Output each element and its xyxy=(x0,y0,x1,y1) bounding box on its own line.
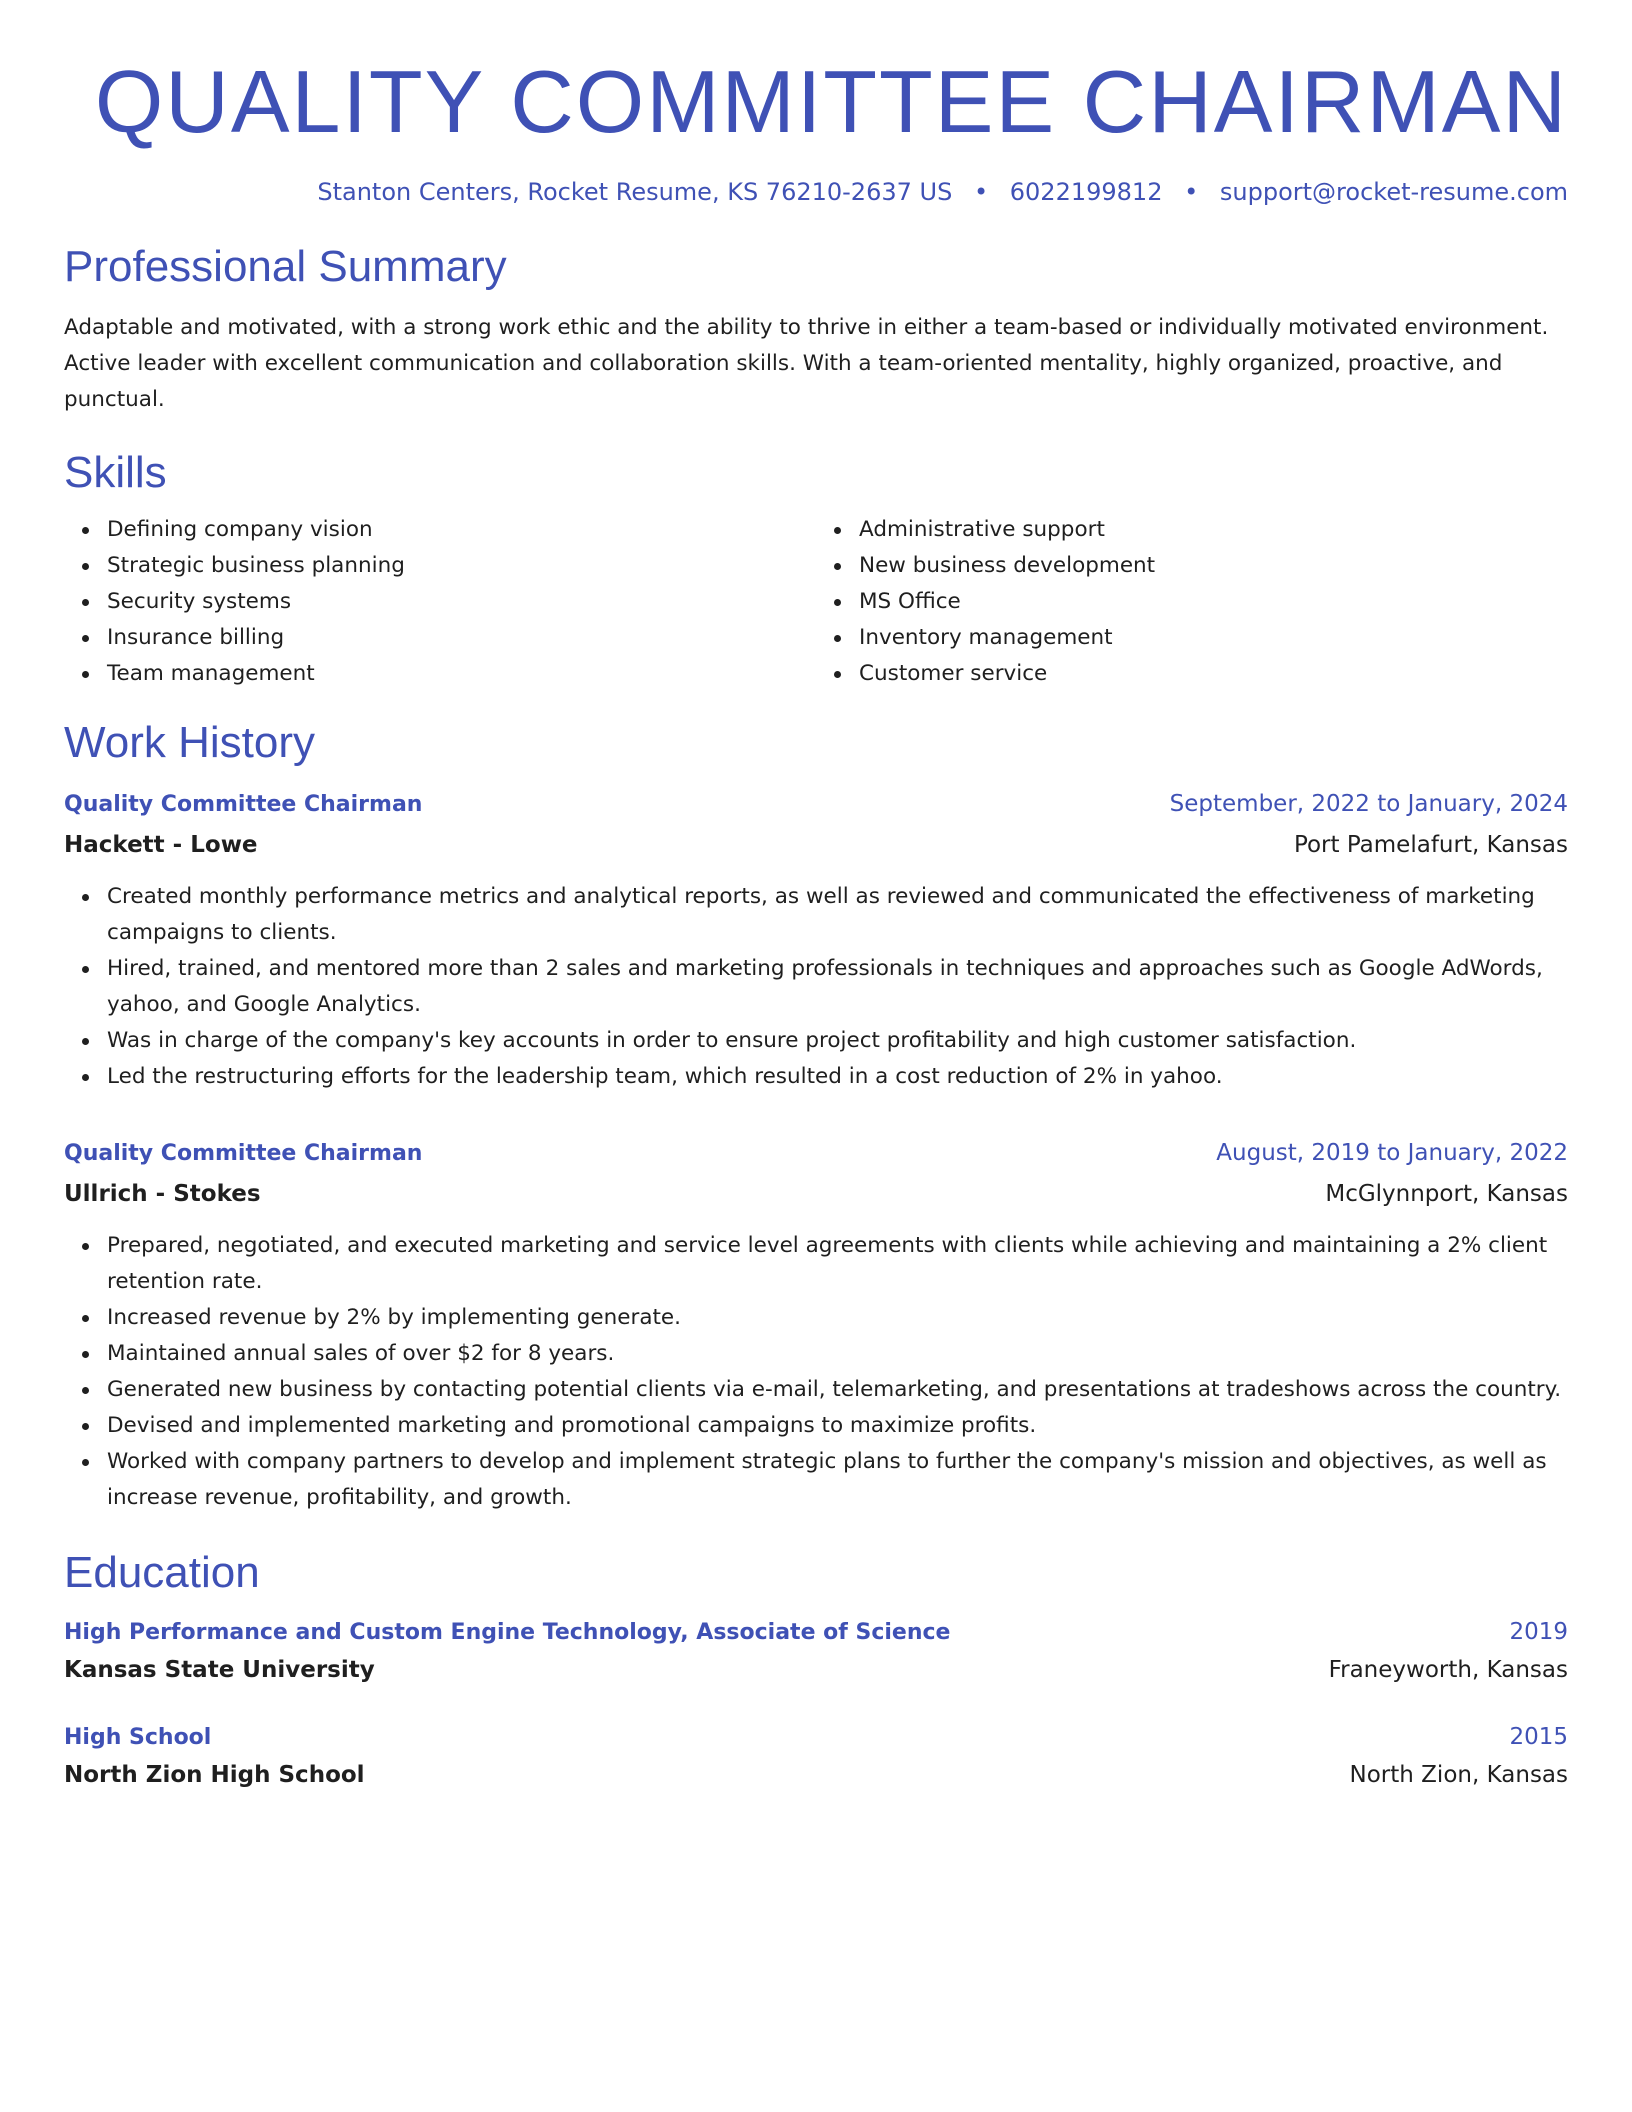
skill-label: New business development xyxy=(859,553,1156,578)
job-company: Ullrich - Stokes xyxy=(64,1181,261,1207)
job-company: Hackett - Lowe xyxy=(64,832,258,858)
job-bullets xyxy=(64,1228,1568,1516)
skill-label: Insurance billing xyxy=(107,625,285,650)
education-entry xyxy=(64,1614,1568,1689)
skill-label: Team management xyxy=(107,661,315,686)
resume-title: QUALITY COMMITTEE CHAIRMAN xyxy=(94,52,1568,151)
contact-email: support@rocket-resume.com xyxy=(1219,178,1568,206)
skill-item xyxy=(107,620,816,656)
job-bullet xyxy=(107,1300,1568,1336)
education-school: Kansas State University xyxy=(64,1657,375,1683)
bullet-icon xyxy=(834,671,841,678)
job-bullets xyxy=(64,879,1568,1095)
job-company-row xyxy=(64,825,1568,865)
education-degree: High School xyxy=(64,1725,212,1750)
job-bullet-text: Prepared, negotiated, and executed marketing and service level agreements with clients while achieving and maintaining a 2% client retention rate. xyxy=(107,1233,1548,1294)
job-bullet-text: Led the restructuring efforts for the leadership team, which resulted in a cost reduction of 2% in yahoo. xyxy=(107,1064,1223,1089)
bullet-icon xyxy=(834,527,841,534)
bullet-icon xyxy=(82,1423,89,1430)
bullet-icon xyxy=(82,1387,89,1394)
job-location: McGlynnport, Kansas xyxy=(1325,1181,1568,1207)
skill-item xyxy=(859,620,1568,656)
job-dates: August, 2019 to January, 2022 xyxy=(1216,1140,1568,1166)
skill-item xyxy=(859,548,1568,584)
contact-separator: • xyxy=(1184,178,1199,206)
bullet-icon xyxy=(82,894,89,901)
job-entry xyxy=(64,784,1568,1095)
summary-heading: Professional Summary xyxy=(64,242,507,291)
skill-item xyxy=(859,656,1568,692)
contact-separator: • xyxy=(973,178,989,206)
education-school-row xyxy=(64,1651,1568,1689)
skill-label: Administrative support xyxy=(859,517,1105,542)
skills-heading: Skills xyxy=(64,448,167,497)
education-year: 2015 xyxy=(1509,1724,1568,1750)
bullet-icon xyxy=(82,563,89,570)
job-bullet-text: Devised and implemented marketing and promotional campaigns to maximize profits. xyxy=(107,1413,1037,1438)
job-bullet xyxy=(107,1228,1568,1300)
job-dates: September, 2022 to January, 2024 xyxy=(1169,791,1568,817)
job-title: Quality Committee Chairman xyxy=(64,792,423,817)
bullet-icon xyxy=(82,966,89,973)
skill-item xyxy=(859,584,1568,620)
bullet-icon xyxy=(834,635,841,642)
work-history-heading: Work History xyxy=(64,718,315,767)
skill-label: Strategic business planning xyxy=(107,553,405,578)
skill-item xyxy=(107,548,816,584)
bullet-icon xyxy=(82,635,89,642)
job-company-row xyxy=(64,1174,1568,1214)
contact-info xyxy=(64,176,1568,208)
skill-label: Security systems xyxy=(107,589,292,614)
job-title-row xyxy=(64,1133,1568,1174)
skill-label: Defining company vision xyxy=(107,517,373,542)
bullet-icon xyxy=(82,1038,89,1045)
bullet-icon xyxy=(82,1074,89,1081)
education-heading: Education xyxy=(64,1548,260,1597)
job-bullet xyxy=(107,1372,1568,1408)
skill-item xyxy=(107,656,816,692)
bullet-icon xyxy=(82,527,89,534)
job-bullet xyxy=(107,1023,1568,1059)
job-bullet xyxy=(107,951,1568,1023)
education-degree-row xyxy=(64,1614,1568,1651)
job-bullet-text: Worked with company partners to develop and implement strategic plans to further the company's mission and objectives, as well as increase revenue, profitability, and growth. xyxy=(107,1449,1547,1510)
job-bullet-text: Maintained annual sales of over $2 for 8 years. xyxy=(107,1341,615,1366)
bullet-icon xyxy=(82,1315,89,1322)
skills-grid xyxy=(64,512,1568,692)
bullet-icon xyxy=(82,1243,89,1250)
skills-column-right xyxy=(816,512,1568,692)
bullet-icon xyxy=(82,1351,89,1358)
job-bullet xyxy=(107,879,1568,951)
education-location: North Zion, Kansas xyxy=(1349,1762,1568,1788)
skill-item xyxy=(107,584,816,620)
education-entry xyxy=(64,1719,1568,1794)
job-location: Port Pamelafurt, Kansas xyxy=(1293,832,1568,858)
job-bullet-text: Created monthly performance metrics and analytical reports, as well as reviewed and communicated the effectiveness of marketing campaigns to clients. xyxy=(107,884,1535,945)
job-bullet-text: Generated new business by contacting potential clients via e-mail, telemarketing, and presentations at tradeshows across the country. xyxy=(107,1377,1562,1402)
contact-phone: 6022199812 xyxy=(1009,178,1163,206)
job-title-row xyxy=(64,784,1568,825)
job-bullet xyxy=(107,1059,1568,1095)
job-bullet-text: Was in charge of the company's key accounts in order to ensure project profitability and high customer satisfaction. xyxy=(107,1028,1357,1053)
job-bullet-text: Increased revenue by 2% by implementing generate. xyxy=(107,1305,681,1330)
bullet-icon xyxy=(82,1459,89,1466)
skill-label: MS Office xyxy=(859,589,961,614)
education-location: Franeyworth, Kansas xyxy=(1328,1657,1568,1683)
contact-address: Stanton Centers, Rocket Resume, KS 76210-2637 US xyxy=(317,178,953,206)
job-bullet xyxy=(107,1408,1568,1444)
job-entry xyxy=(64,1133,1568,1516)
job-bullet-text: Hired, trained, and mentored more than 2 sales and marketing professionals in techniques and approaches such as Google AdWords, yahoo, and Google Analytics. xyxy=(107,956,1543,1017)
bullet-icon xyxy=(834,563,841,570)
bullet-icon xyxy=(82,599,89,606)
job-title: Quality Committee Chairman xyxy=(64,1141,423,1166)
job-bullet xyxy=(107,1444,1568,1516)
education-year: 2019 xyxy=(1509,1619,1568,1645)
skill-label: Customer service xyxy=(859,661,1048,686)
skills-column-left xyxy=(64,512,816,692)
education-degree: High Performance and Custom Engine Technology, Associate of Science xyxy=(64,1620,951,1645)
education-school-row xyxy=(64,1756,1568,1794)
skill-item xyxy=(107,512,816,548)
job-bullet xyxy=(107,1336,1568,1372)
education-school: North Zion High School xyxy=(64,1762,365,1788)
skill-item xyxy=(859,512,1568,548)
bullet-icon xyxy=(834,599,841,606)
skill-label: Inventory management xyxy=(859,625,1113,650)
bullet-icon xyxy=(82,671,89,678)
education-degree-row xyxy=(64,1719,1568,1756)
summary-text: Adaptable and motivated, with a strong work ethic and the ability to thrive in either a team-based or individually motivated environment. Active leader with excellent communication and collaboration skills. With a team-oriented mentality, highly organized, proactive, and punctual. xyxy=(64,315,1549,412)
